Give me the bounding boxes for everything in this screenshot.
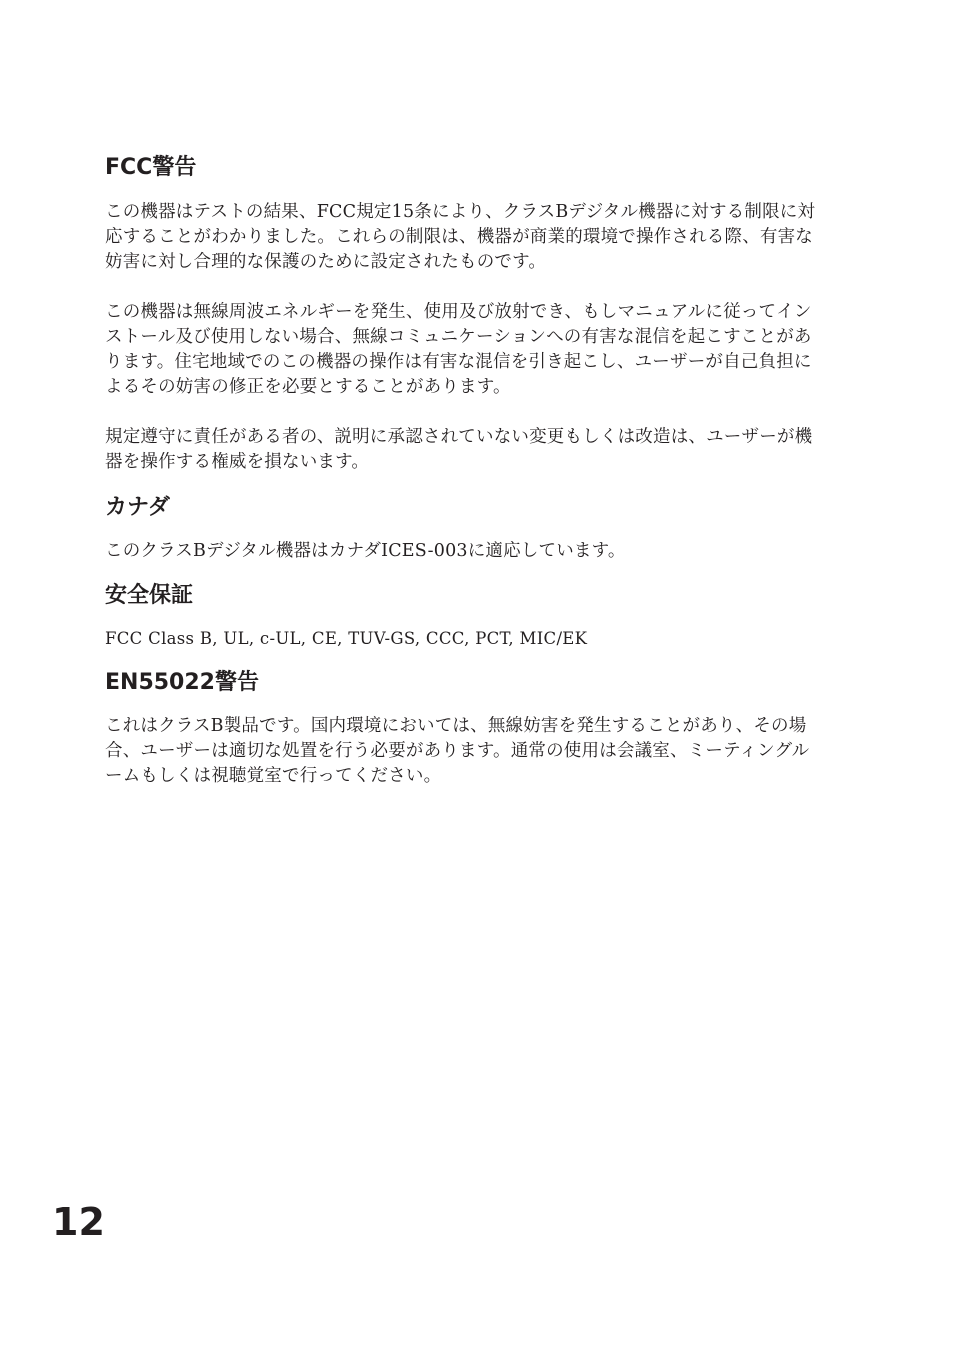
canada-heading: カナダ [105, 495, 170, 521]
fcc-warning-heading: FCC警告 [105, 155, 197, 180]
en55022-text: これはクラスB製品です。国内環境においては、無線妨害を発生することがあり、その場合、ユーザーは適切な処置を行う必要があります。通常の使用は会議室、ミーティングルームもしくは視聴覚室で行ってください。 [105, 715, 810, 786]
fcc-paragraph-1: この機器はテストの結果、FCC規定15条により、クラスBデジタル機器に対する制限に対応することがわかりました。これらの制限は、機器が商業的環境で操作される際、有害な妨害に対し合理的な保護のために設定されたものです。 [105, 202, 816, 273]
en55022-heading: EN55022警告 [105, 670, 259, 696]
fcc-paragraph-2: この機器は無線周波エネルギーを発生、使用及び放射でき、もしマニュアルに従ってインストール及び使用しない場合、無線コミュニケーションへの有害な混信を起こすことがあります。住宅地域でのこの機器の操作は有害な混信を引き起こし、ユーザーが自己負担によるその妨害の修正を必要とすることがあります。 [105, 302, 812, 398]
safety-certifications: FCC Class B, UL, c-UL, CE, TUV-GS, CCC, PCT, MIC/EK [105, 629, 588, 649]
safety-heading: 安全保証 [105, 582, 194, 608]
manual-page-content [105, 150, 820, 789]
canada-text: このクラスBデジタル機器はカナダICES-003に適応しています。 [105, 540, 626, 561]
page-number: 12 [52, 1200, 105, 1244]
fcc-paragraph-3: 規定遵守に責任がある者の、説明に承認されていない変更もしくは改造は、ユーザーが機器を操作する権威を損ないます。 [105, 427, 813, 473]
